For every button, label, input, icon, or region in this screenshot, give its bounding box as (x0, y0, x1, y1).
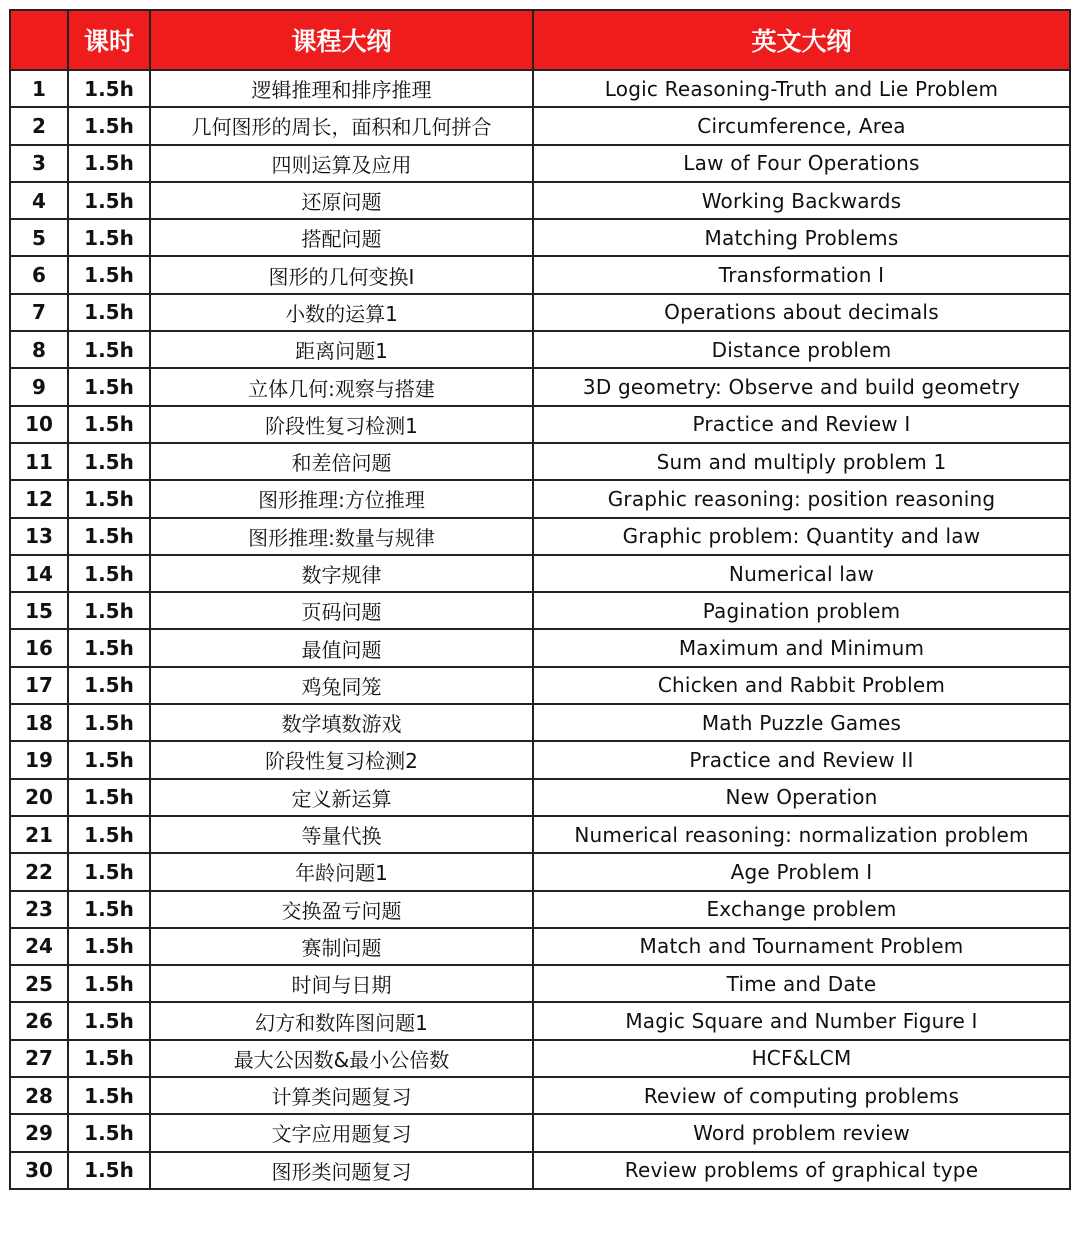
row-hours: 1.5h (68, 294, 150, 331)
row-hours: 1.5h (68, 704, 150, 741)
row-english-topic: Word problem review (533, 1114, 1070, 1151)
row-chinese-topic: 还原问题 (150, 182, 533, 219)
row-number: 10 (10, 406, 68, 443)
row-english-topic: Numerical reasoning: normalization problem (533, 816, 1070, 853)
row-number: 26 (10, 1002, 68, 1039)
table-row (10, 182, 1070, 219)
table-row (10, 816, 1070, 853)
row-english-topic: Magic Square and Number Figure I (533, 1002, 1070, 1039)
row-chinese-topic: 文字应用题复习 (150, 1114, 533, 1151)
table-row (10, 741, 1070, 778)
table-body (10, 70, 1070, 1189)
row-english-topic: Sum and multiply problem 1 (533, 443, 1070, 480)
row-hours: 1.5h (68, 891, 150, 928)
row-hours: 1.5h (68, 853, 150, 890)
row-chinese-topic: 阶段性复习检测1 (150, 406, 533, 443)
row-english-topic: Transformation I (533, 256, 1070, 293)
table-row (10, 667, 1070, 704)
row-chinese-topic: 交换盈亏问题 (150, 891, 533, 928)
table-row (10, 629, 1070, 666)
row-english-topic: Graphic problem: Quantity and law (533, 518, 1070, 555)
row-chinese-topic: 最值问题 (150, 629, 533, 666)
row-number: 17 (10, 667, 68, 704)
row-number: 30 (10, 1152, 68, 1189)
row-number: 29 (10, 1114, 68, 1151)
row-english-topic: Matching Problems (533, 219, 1070, 256)
table-row (10, 1040, 1070, 1077)
row-english-topic: Graphic reasoning: position reasoning (533, 480, 1070, 517)
row-number: 13 (10, 518, 68, 555)
row-english-topic: New Operation (533, 779, 1070, 816)
row-number: 9 (10, 368, 68, 405)
header-chinese-outline: 课程大纲 (150, 10, 533, 70)
row-english-topic: Math Puzzle Games (533, 704, 1070, 741)
row-chinese-topic: 几何图形的周长，面积和几何拼合 (150, 107, 533, 144)
row-chinese-topic: 四则运算及应用 (150, 145, 533, 182)
row-number: 18 (10, 704, 68, 741)
row-number: 7 (10, 294, 68, 331)
row-hours: 1.5h (68, 518, 150, 555)
table-row (10, 592, 1070, 629)
table-row (10, 256, 1070, 293)
row-english-topic: Distance problem (533, 331, 1070, 368)
row-number: 5 (10, 219, 68, 256)
row-english-topic: Numerical law (533, 555, 1070, 592)
row-chinese-topic: 立体几何:观察与搭建 (150, 368, 533, 405)
watermark-overlay (962, 1216, 1080, 1250)
row-number: 6 (10, 256, 68, 293)
row-chinese-topic: 鸡兔同笼 (150, 667, 533, 704)
row-chinese-topic: 年龄问题1 (150, 853, 533, 890)
row-chinese-topic: 图形的几何变换I (150, 256, 533, 293)
row-hours: 1.5h (68, 70, 150, 107)
row-english-topic: Exchange problem (533, 891, 1070, 928)
row-hours: 1.5h (68, 965, 150, 1002)
row-hours: 1.5h (68, 107, 150, 144)
row-english-topic: Pagination problem (533, 592, 1070, 629)
row-hours: 1.5h (68, 1152, 150, 1189)
row-hours: 1.5h (68, 928, 150, 965)
row-english-topic: Review of computing problems (533, 1077, 1070, 1114)
table-header (10, 10, 1070, 70)
row-english-topic: Age Problem I (533, 853, 1070, 890)
row-english-topic: Match and Tournament Problem (533, 928, 1070, 965)
row-english-topic: Practice and Review II (533, 741, 1070, 778)
row-hours: 1.5h (68, 182, 150, 219)
table-row (10, 480, 1070, 517)
row-number: 27 (10, 1040, 68, 1077)
table-row (10, 368, 1070, 405)
table-row (10, 145, 1070, 182)
row-hours: 1.5h (68, 592, 150, 629)
row-chinese-topic: 等量代换 (150, 816, 533, 853)
row-number: 24 (10, 928, 68, 965)
row-hours: 1.5h (68, 256, 150, 293)
table-row (10, 219, 1070, 256)
row-hours: 1.5h (68, 629, 150, 666)
row-chinese-topic: 搭配问题 (150, 219, 533, 256)
row-hours: 1.5h (68, 368, 150, 405)
row-english-topic: Operations about decimals (533, 294, 1070, 331)
row-chinese-topic: 赛制问题 (150, 928, 533, 965)
row-hours: 1.5h (68, 779, 150, 816)
row-chinese-topic: 页码问题 (150, 592, 533, 629)
row-number: 3 (10, 145, 68, 182)
table-row (10, 70, 1070, 107)
table-row (10, 1077, 1070, 1114)
table-row (10, 853, 1070, 890)
row-chinese-topic: 数学填数游戏 (150, 704, 533, 741)
row-number: 28 (10, 1077, 68, 1114)
header-hours: 课时 (68, 10, 150, 70)
table-row (10, 406, 1070, 443)
row-chinese-topic: 图形类问题复习 (150, 1152, 533, 1189)
row-number: 21 (10, 816, 68, 853)
header-row (10, 10, 1070, 70)
table-row (10, 891, 1070, 928)
table-row (10, 928, 1070, 965)
row-number: 14 (10, 555, 68, 592)
row-hours: 1.5h (68, 406, 150, 443)
table-row (10, 294, 1070, 331)
row-hours: 1.5h (68, 555, 150, 592)
row-english-topic: Working Backwards (533, 182, 1070, 219)
row-chinese-topic: 阶段性复习检测2 (150, 741, 533, 778)
row-number: 2 (10, 107, 68, 144)
row-hours: 1.5h (68, 219, 150, 256)
row-hours: 1.5h (68, 145, 150, 182)
row-english-topic: Circumference, Area (533, 107, 1070, 144)
row-chinese-topic: 定义新运算 (150, 779, 533, 816)
table-row (10, 107, 1070, 144)
row-english-topic: Maximum and Minimum (533, 629, 1070, 666)
row-number: 4 (10, 182, 68, 219)
row-number: 1 (10, 70, 68, 107)
row-chinese-topic: 小数的运算1 (150, 294, 533, 331)
row-number: 19 (10, 741, 68, 778)
row-hours: 1.5h (68, 1114, 150, 1151)
course-outline-table (9, 9, 1071, 1190)
table-row (10, 1114, 1070, 1151)
row-chinese-topic: 数字规律 (150, 555, 533, 592)
row-number: 23 (10, 891, 68, 928)
row-english-topic: Logic Reasoning-Truth and Lie Problem (533, 70, 1070, 107)
row-chinese-topic: 最大公因数&最小公倍数 (150, 1040, 533, 1077)
row-number: 16 (10, 629, 68, 666)
row-hours: 1.5h (68, 331, 150, 368)
row-hours: 1.5h (68, 741, 150, 778)
row-number: 25 (10, 965, 68, 1002)
row-chinese-topic: 逻辑推理和排序推理 (150, 70, 533, 107)
row-hours: 1.5h (68, 1040, 150, 1077)
table-row (10, 965, 1070, 1002)
row-hours: 1.5h (68, 443, 150, 480)
table-row (10, 555, 1070, 592)
table-row (10, 1152, 1070, 1189)
header-english-outline: 英文大纲 (533, 10, 1070, 70)
row-number: 22 (10, 853, 68, 890)
row-number: 8 (10, 331, 68, 368)
table-row (10, 518, 1070, 555)
row-english-topic: HCF&LCM (533, 1040, 1070, 1077)
row-hours: 1.5h (68, 480, 150, 517)
row-chinese-topic: 图形推理:数量与规律 (150, 518, 533, 555)
row-number: 11 (10, 443, 68, 480)
row-chinese-topic: 距离问题1 (150, 331, 533, 368)
row-english-topic: Review problems of graphical type (533, 1152, 1070, 1189)
row-english-topic: 3D geometry: Observe and build geometry (533, 368, 1070, 405)
row-hours: 1.5h (68, 1077, 150, 1114)
row-hours: 1.5h (68, 667, 150, 704)
row-hours: 1.5h (68, 1002, 150, 1039)
row-chinese-topic: 和差倍问题 (150, 443, 533, 480)
row-number: 12 (10, 480, 68, 517)
row-english-topic: Practice and Review I (533, 406, 1070, 443)
header-number (10, 10, 68, 70)
row-chinese-topic: 计算类问题复习 (150, 1077, 533, 1114)
row-english-topic: Chicken and Rabbit Problem (533, 667, 1070, 704)
table-row (10, 704, 1070, 741)
row-chinese-topic: 幻方和数阵图问题1 (150, 1002, 533, 1039)
row-number: 15 (10, 592, 68, 629)
table-row (10, 443, 1070, 480)
row-number: 20 (10, 779, 68, 816)
table-row (10, 779, 1070, 816)
row-chinese-topic: 时间与日期 (150, 965, 533, 1002)
table-row (10, 331, 1070, 368)
row-english-topic: Law of Four Operations (533, 145, 1070, 182)
row-chinese-topic: 图形推理:方位推理 (150, 480, 533, 517)
row-english-topic: Time and Date (533, 965, 1070, 1002)
row-hours: 1.5h (68, 816, 150, 853)
table-row (10, 1002, 1070, 1039)
